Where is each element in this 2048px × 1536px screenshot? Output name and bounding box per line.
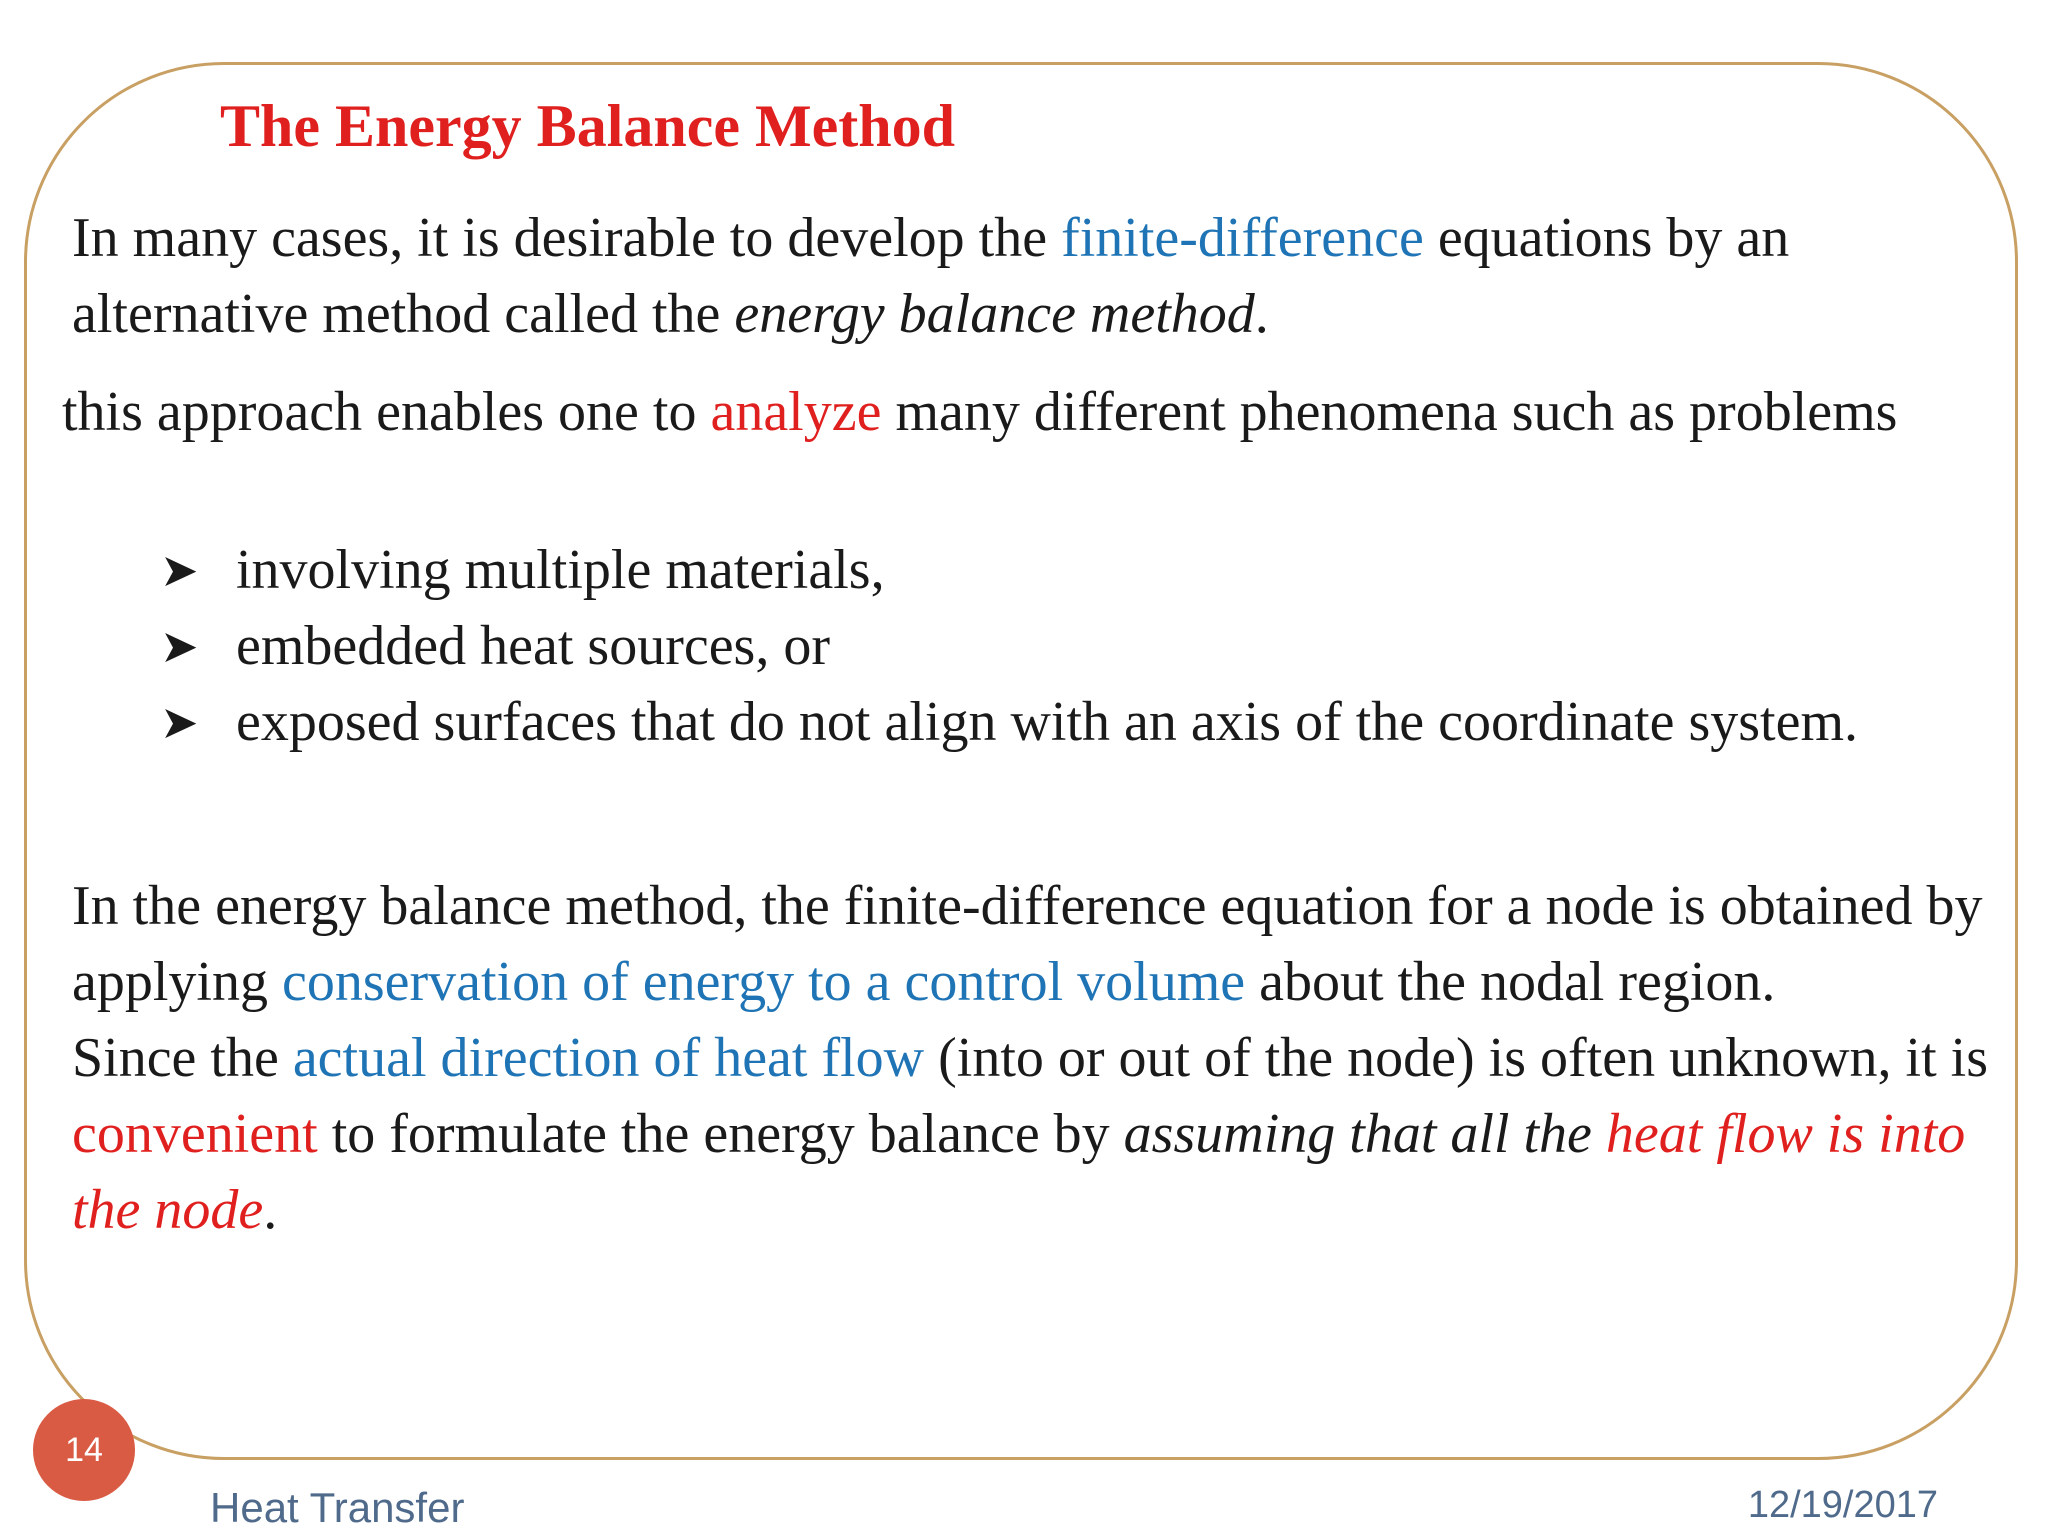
emphasis-heat-flow-into-node: heat flow is into the node	[72, 1103, 1966, 1241]
list-item: ➤ embedded heat sources, or	[160, 608, 1920, 684]
footer-course-title: Heat Transfer	[210, 1484, 465, 1531]
footer-date: 12/19/2017	[1747, 1484, 1938, 1526]
emphasis-assuming: assuming that all the	[1123, 1103, 1606, 1165]
highlight-analyze: analyze	[710, 381, 882, 443]
bullet-list	[160, 532, 1920, 760]
highlight-finite-difference: finite-difference	[1061, 207, 1424, 269]
approach-paragraph: this approach enables one to analyze many different phenomena such as problems	[62, 381, 1898, 443]
page-number-badge: 14	[33, 1399, 135, 1501]
method-paragraph: In the energy balance method, the finite-difference equation for a node is obtained by applying conservation of energy to a control volume about the nodal region. Since the actual direction of heat flow (into or out of the node) is often unknown, it is convenient to formulate the energy balance by assuming that all the heat flow is into the node.	[72, 875, 1988, 1241]
highlight-heat-flow-direction: actual direction of heat flow	[292, 1027, 925, 1089]
emphasis-energy-balance-method: energy balance method	[734, 283, 1255, 345]
highlight-conservation-of-energy: conservation of energy to a control volume	[281, 951, 1246, 1013]
intro-paragraph: In many cases, it is desirable to develop the finite-difference equations by an alternative method called the energy balance method.	[72, 207, 1790, 345]
highlight-convenient: convenient	[72, 1103, 318, 1165]
list-item: ➤ involving multiple materials,	[160, 532, 1920, 608]
list-item: ➤ exposed surfaces that do not align with an axis of the coordinate system.	[160, 684, 1920, 760]
arrowhead-icon: ➤	[160, 543, 199, 597]
slide-title: The Energy Balance Method	[220, 93, 955, 159]
arrowhead-icon: ➤	[160, 695, 199, 749]
arrowhead-icon: ➤	[160, 619, 199, 673]
